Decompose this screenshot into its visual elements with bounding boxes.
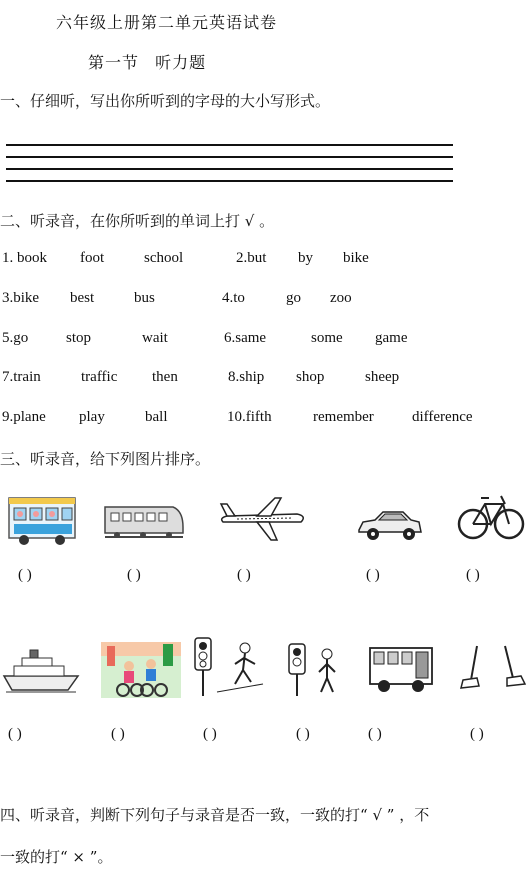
answer-blank[interactable]: ( ) [8, 726, 22, 742]
word-choice[interactable]: 1. book [2, 250, 47, 266]
writing-line-1[interactable] [6, 144, 453, 146]
kids-riding-icon [101, 642, 181, 698]
word-choice[interactable]: wait [142, 330, 168, 346]
walking-feet-icon [457, 644, 529, 694]
word-choice[interactable]: 10.fifth [227, 409, 272, 425]
answer-blank[interactable]: ( ) [127, 567, 141, 583]
bus-front-icon [366, 642, 436, 696]
word-choice[interactable]: shop [296, 369, 325, 385]
writing-line-3[interactable] [6, 168, 453, 170]
answer-blank[interactable]: ( ) [470, 726, 484, 742]
word-choice[interactable]: then [152, 369, 178, 385]
answer-blank[interactable]: ( ) [18, 567, 32, 583]
answer-blank[interactable]: ( ) [466, 567, 480, 583]
answer-blank[interactable]: ( ) [296, 726, 310, 742]
word-choice[interactable]: by [298, 250, 313, 266]
part3-instruction: 三、听录音，给下列图片排序。 [0, 450, 211, 468]
part4-instruction-line1: 四、听录音，判断下列句子与录音是否一致，一致的打“ √ ” ，不 [0, 806, 430, 824]
word-choice[interactable]: 7.train [2, 369, 41, 385]
answer-blank[interactable]: ( ) [203, 726, 217, 742]
answer-blank[interactable]: ( ) [368, 726, 382, 742]
word-choice[interactable]: traffic [81, 369, 118, 385]
word-choice[interactable]: 4.to [222, 290, 245, 306]
word-choice[interactable]: 9.plane [2, 409, 46, 425]
answer-blank[interactable]: ( ) [237, 567, 251, 583]
word-choice[interactable]: bike [343, 250, 369, 266]
answer-blank[interactable]: ( ) [366, 567, 380, 583]
car-icon [355, 504, 423, 544]
ship-icon [2, 646, 80, 694]
part1-instruction: 一、仔细听，写出你所听到的字母的大小写形式。 [0, 92, 331, 110]
train-icon [103, 497, 185, 543]
writing-line-2[interactable] [6, 156, 453, 158]
bus-icon [8, 494, 76, 546]
plane-icon [217, 494, 309, 544]
word-choice[interactable]: 2.but [236, 250, 267, 266]
word-choice[interactable]: ball [145, 409, 168, 425]
word-choice[interactable]: game [375, 330, 408, 346]
word-choice[interactable]: sheep [365, 369, 400, 385]
part4-instruction-line2: 一致的打“ × ”。 [0, 848, 113, 866]
word-choice[interactable]: foot [80, 250, 105, 266]
word-choice[interactable]: 3.bike [2, 290, 40, 306]
word-choice[interactable]: difference [412, 409, 473, 425]
word-choice[interactable]: play [79, 409, 105, 425]
word-choice[interactable]: remember [313, 409, 374, 425]
word-choice[interactable]: 8.ship [228, 369, 265, 385]
word-choice[interactable]: school [144, 250, 184, 266]
traffic-light-walk-icon [193, 634, 265, 698]
bike-icon [457, 486, 525, 544]
answer-blank[interactable]: ( ) [111, 726, 125, 742]
word-choice[interactable]: 5.go [2, 330, 29, 346]
traffic-light-stop-icon [287, 640, 345, 698]
writing-line-4[interactable] [6, 180, 453, 182]
word-choice[interactable]: 6.same [224, 330, 267, 346]
word-choice[interactable]: bus [134, 290, 155, 306]
word-choice[interactable]: best [70, 290, 95, 306]
word-choice[interactable]: zoo [330, 290, 352, 306]
section-subtitle: 第一节 听力题 [88, 53, 207, 72]
word-choice[interactable]: go [286, 290, 301, 306]
page-title: 六年级上册第二单元英语试卷 [56, 13, 278, 32]
word-choice[interactable]: some [311, 330, 343, 346]
word-choice[interactable]: stop [66, 330, 92, 346]
part2-instruction: 二、听录音，在你所听到的单词上打 √ 。 [0, 212, 275, 230]
